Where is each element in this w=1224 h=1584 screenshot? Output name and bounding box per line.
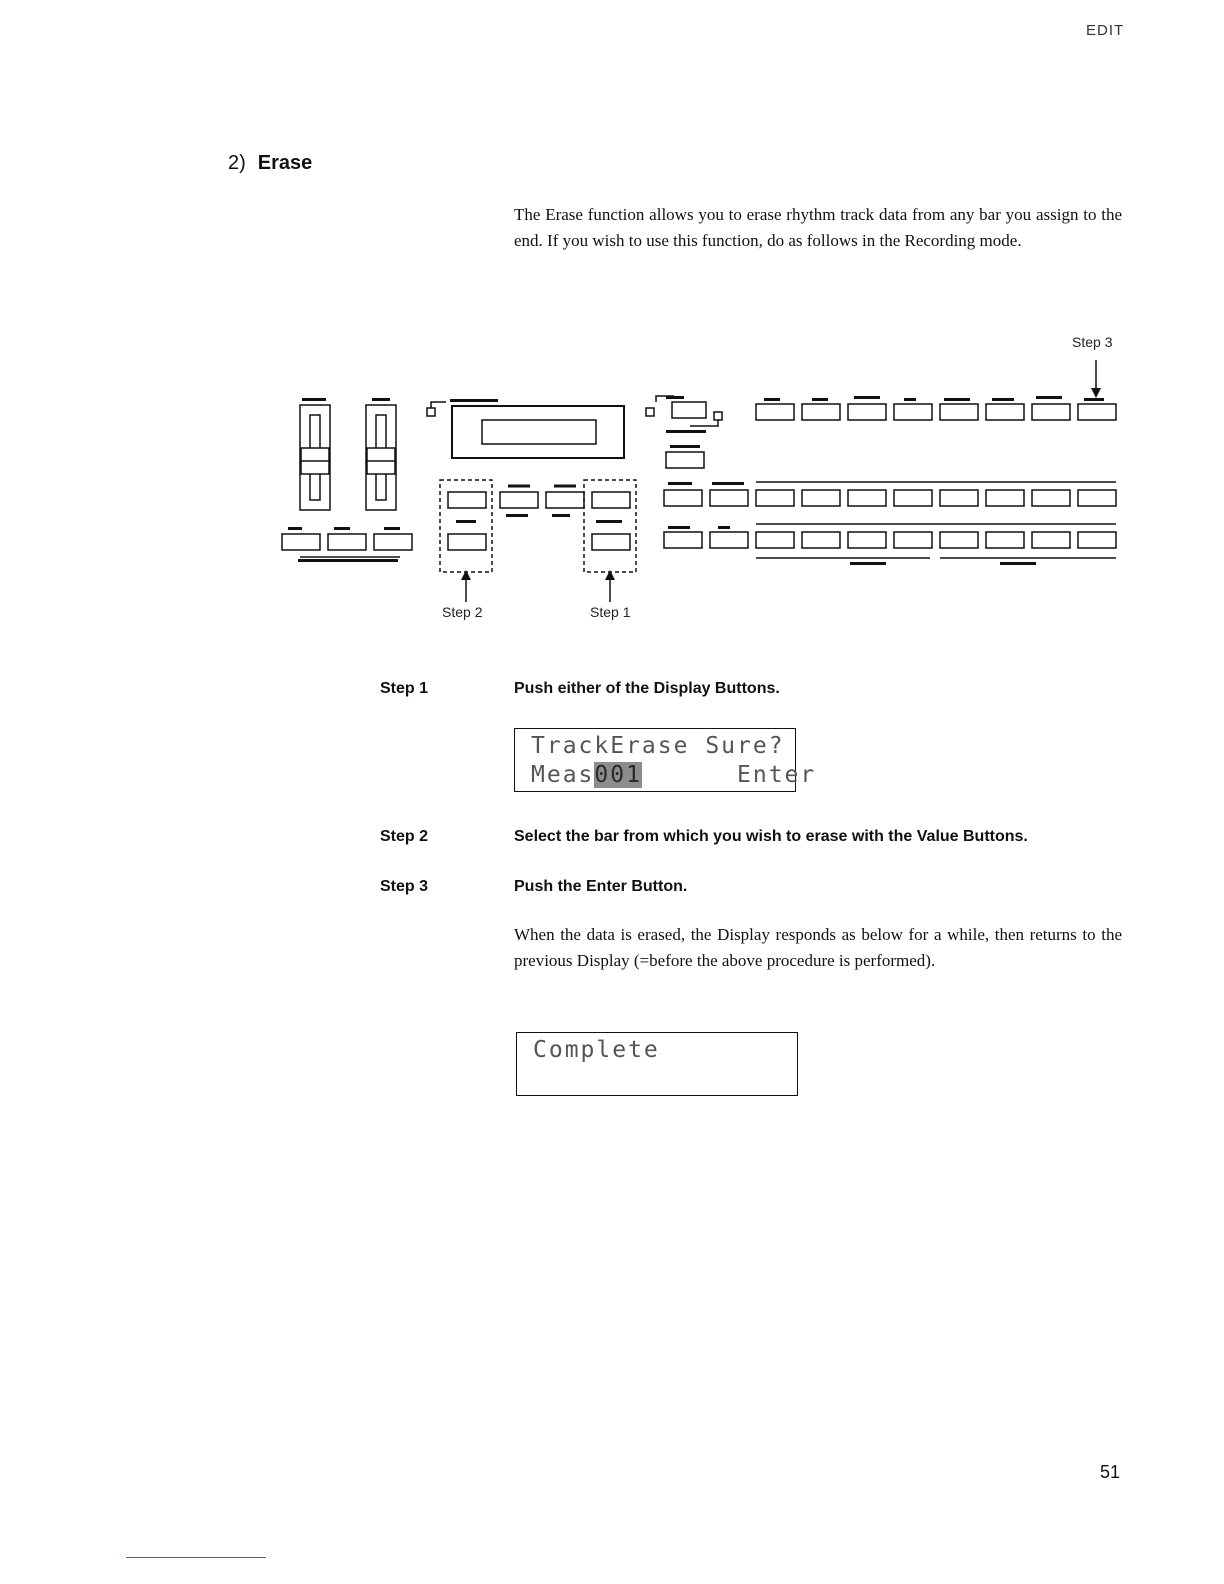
page-number: 51 (1100, 1462, 1121, 1482)
intro-paragraph: The Erase function allows you to erase rhythm track data from any bar you assign to the end. If you wish to use this function, do as follows in the Recording mode. (514, 205, 1122, 250)
lcd1-meas-value: 001 (594, 762, 642, 788)
header-label: EDIT (1086, 22, 1125, 39)
panel-drawing (270, 330, 1130, 630)
lcd-display-complete (516, 1032, 798, 1096)
step3-label: Step 3 (380, 878, 429, 895)
step3-arrowhead (1091, 388, 1101, 398)
erase-note-paragraph: When the data is erased, the Display responds as below for a while, then returns to the previous Display (=before the above procedure is performed). (514, 925, 1122, 970)
section-title (228, 152, 312, 175)
control-panel-illustration (270, 330, 1130, 630)
footer-rule (126, 1557, 266, 1558)
step1-text: Push either of the Display Buttons. (514, 680, 780, 697)
step2-label: Step 2 (380, 828, 429, 845)
step2-callout: Step 2 (442, 604, 483, 620)
section-title-text: Erase (257, 152, 313, 174)
lcd1-line2 (531, 762, 816, 788)
step1-callout: Step 1 (590, 604, 631, 620)
value-slider (366, 405, 396, 510)
step2-text: Select the bar from which you wish to erase with the Value Buttons. (514, 828, 1028, 845)
lcd-display-track-erase (514, 728, 817, 792)
step3-text: Push the Enter Button. (514, 878, 688, 895)
section-number: 2) (228, 152, 246, 174)
lcd1-line1: TrackErase Sure? (531, 733, 785, 759)
step2-arrowhead (461, 570, 471, 580)
lcd1-enter-label: Enter (641, 762, 817, 788)
step3-callout: Step 3 (1072, 334, 1113, 350)
volume-slider (300, 405, 330, 510)
step1-arrowhead (605, 570, 615, 580)
lcd1-meas-label: Meas (531, 762, 595, 788)
step1-label: Step 1 (380, 680, 429, 697)
lcd2-line1: Complete (533, 1037, 660, 1063)
